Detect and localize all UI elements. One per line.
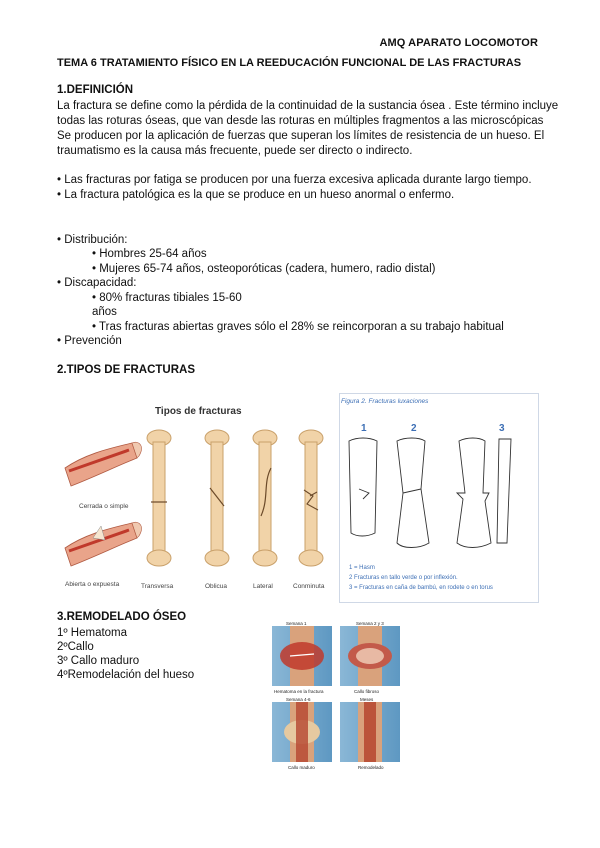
remodel-panel-callo: [340, 626, 400, 686]
stage-callo: 2ºCallo: [57, 641, 94, 653]
bullet-patologica: • La fractura patológica es la que se produce en un hueso anormal o enfermo.: [57, 189, 455, 201]
label-closed: Cerrada o simple: [79, 503, 129, 510]
remodel-panel-remodelado: [340, 702, 400, 762]
remodel-caption-4: Remodelado: [358, 765, 384, 770]
figure2-number-3: 3: [499, 423, 505, 434]
stage-hematoma: 1º Hematoma: [57, 627, 128, 639]
bullet-fatiga: • Las fracturas por fatiga se producen por una fuerza excesiva aplicada durante largo tiempo.: [57, 174, 532, 186]
remodel-top-4: Meses: [360, 697, 374, 702]
closed-fracture-illustration: [65, 442, 141, 486]
figure2-caption: Figura 2. Fracturas luxaciones: [341, 398, 429, 405]
fracture-types-figure: [57, 398, 332, 598]
remodel-panel-hematoma: [272, 626, 332, 686]
definition-line-3: Se producen por la aplicación de fuerzas que superan los límites de resistencia de un hueso. El: [57, 130, 545, 142]
bone-remodeling-figure: [270, 620, 402, 772]
label-conminuta: Conminuta: [293, 583, 325, 590]
bone-lateral: [253, 430, 277, 566]
course-header: AMQ APARATO LOCOMOTOR: [379, 37, 538, 49]
figure2-legend-1: 1 = Hasm: [349, 565, 375, 571]
label-open: Abierta o expuesta: [65, 581, 120, 588]
figure2-legend-2: 2 Fracturas en tallo verde o por inflexión.: [349, 575, 458, 581]
label-oblicua: Oblicua: [205, 583, 228, 590]
section-tipos-heading: 2.TIPOS DE FRACTURAS: [57, 364, 196, 376]
discapacidad-anos: años: [92, 306, 117, 318]
discapacidad-abiertas: • Tras fracturas abiertas graves sólo el 28% se reincorporan a su trabajo habitual: [92, 321, 504, 333]
fracture-luxation-figure: [339, 393, 539, 603]
bone-transverse: [147, 430, 171, 566]
definition-line-1: La fractura se define como la pérdida de la continuidad de la sustancia ósea . Este término incluye: [57, 100, 559, 112]
remodel-top-1: Semana 1: [286, 621, 307, 626]
section-definicion-heading: 1.DEFINICIÓN: [57, 84, 134, 96]
distribucion-hombres: • Hombres 25-64 años: [92, 248, 207, 260]
document-title: TEMA 6 TRATAMIENTO FÍSICO EN LA REEDUCACIÓN FUNCIONAL DE LAS FRACTURAS: [57, 57, 522, 69]
figure2-number-2: 2: [411, 423, 417, 434]
figure2-legend-3: 3 = Fracturas en caña de bambú, en rodete o en torus: [349, 585, 493, 591]
distribucion-mujeres: • Mujeres 65-74 años, osteoporóticas (cadera, humero, radio distal): [92, 263, 436, 275]
figure2-number-1: 1: [361, 423, 367, 434]
remodel-top-3: Semana 4-6: [286, 697, 311, 702]
figure-title: Tipos de fracturas: [155, 406, 242, 417]
distribucion-label: • Distribución:: [57, 234, 128, 246]
stage-callo-maduro: 3º Callo maduro: [57, 655, 140, 667]
bone-oblique: [205, 430, 229, 566]
section-remodelado-heading: 3.REMODELADO ÓSEO: [57, 611, 187, 623]
discapacidad-label: • Discapacidad:: [57, 277, 137, 289]
definition-line-2: todas las roturas óseas, que van desde las roturas en múltiples fragmentos a las microscópicas: [57, 115, 544, 127]
remodel-caption-3: Callo maduro: [288, 765, 315, 770]
bone-comminuted: [299, 430, 323, 566]
stage-remodelacion: 4ºRemodelación del hueso: [57, 669, 195, 681]
label-lateral: Lateral: [253, 583, 273, 590]
discapacidad-tibiales: • 80% fracturas tibiales 15-60: [92, 292, 242, 304]
prevencion: • Prevención: [57, 335, 122, 347]
definition-line-4: traumatismo es la causa más frecuente, puede ser directo o indirecto.: [57, 145, 413, 157]
label-transversa: Transversa: [141, 583, 174, 590]
open-fracture-illustration: [65, 522, 141, 566]
remodel-panel-callo-maduro: [272, 702, 332, 762]
remodel-top-2: Semana 2 y 3: [356, 621, 384, 626]
remodel-caption-1: Hematoma en la fractura: [274, 689, 324, 694]
remodel-caption-2: Callo fibroso: [354, 689, 380, 694]
